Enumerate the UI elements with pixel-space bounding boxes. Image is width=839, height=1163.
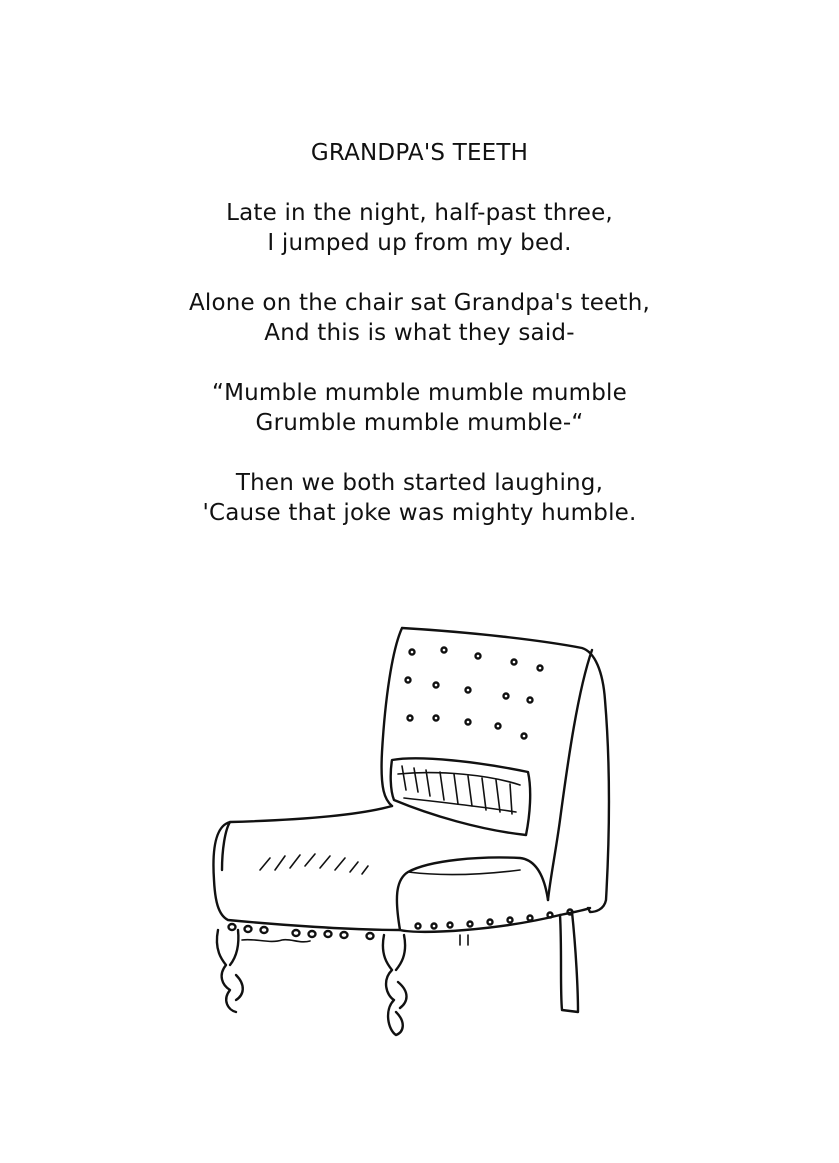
poem-line: Late in the night, half-past three, [226, 200, 613, 226]
leg-right [560, 912, 578, 1012]
back-leg [460, 935, 468, 945]
poem-line: And this is what they said- [264, 320, 575, 346]
leg-left [217, 930, 243, 1012]
poem-line: Alone on the chair sat Grandpa's teeth, [188, 290, 651, 316]
chair-buttons [406, 648, 543, 739]
false-teeth [391, 758, 530, 835]
poem-line: Grumble mumble mumble-“ [255, 410, 584, 436]
poem-title: GRANDPA'S TEETH [310, 140, 529, 166]
seat-crease [408, 870, 520, 874]
poem-line: I jumped up from my bed. [267, 230, 572, 256]
chair-seat [213, 806, 400, 930]
leg-middle [383, 935, 407, 1035]
poem-line: Then we both started laughing, [235, 470, 604, 496]
signature [242, 940, 310, 942]
poem-line: “Mumble mumble mumble mumble [212, 380, 627, 406]
seat-stitches [260, 854, 368, 874]
poem-line: 'Cause that joke was mighty humble. [202, 500, 637, 526]
